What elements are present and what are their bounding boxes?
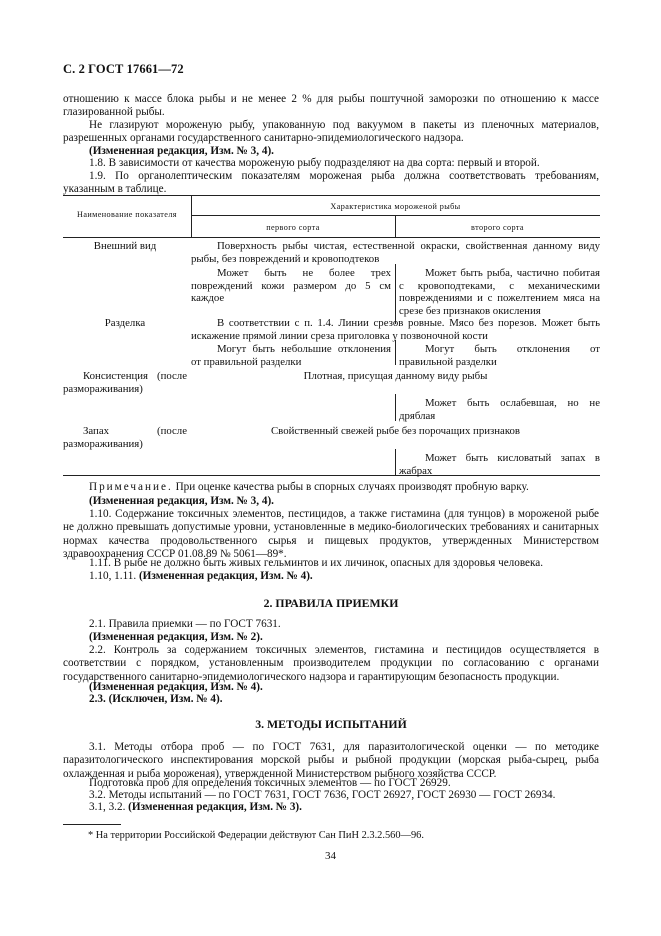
cutting-common: В соответствии с п. 1.4. Линии срезов ровные. Мясо без порезов. Может быть искажение прямой линии среза приголовка у позвоночной кости (191, 317, 600, 342)
footnote: * На территории Российской Федерации действуют Сан ПиН 2.3.2.560—96. (88, 830, 424, 841)
clause-2-2-amendment: (Измененная редакция, Изм. № 4). (89, 681, 263, 693)
page-number: 34 (325, 850, 336, 862)
header-characteristic: Характеристика мороженой рыбы (330, 202, 461, 211)
clause-3-1: 3.1. Методы отбора проб — по ГОСТ 7631, для паразитологической оценки — по методике паразитологического инспектирования морской рыбы и рыбной продукции (морская рыба-сырец, рыба охлажденная и рыба мороженая), утвержденной Министерством рыбного хозяйства СССР. (63, 741, 599, 780)
row-name-appearance: Внешний вид (93, 240, 157, 252)
cutting-first-grade: Могут быть небольшие отклонения от правильной разделки (191, 343, 391, 368)
amendment-prefix: 3.1, 3.2. (89, 801, 126, 813)
odor-grade-divider (395, 449, 396, 475)
clause-1-10: 1.10. Содержание токсичных элементов, пестицидов, а также гистамина (для тунцов) в мороженой рыбе не должно превышать допустимые уровни, установленные в медико-биологических требованиях и санитарных нормах качества продовольственного сырья и пищевых продуктов, утвержденных Министерством здравоохранения СССР 01.08.89 № 5061—89*. (63, 508, 599, 561)
clause-1-9: 1.9. По органолептическим показателям мороженая рыба должна соответствовать требованиям, указанным в таблице. (63, 170, 599, 196)
section-2-title: 2. ПРАВИЛА ПРИЕМКИ (263, 596, 399, 610)
table-header-bottom-rule (63, 237, 600, 238)
header-indicator: Наименование показателя (77, 210, 177, 219)
table-top-rule (63, 195, 600, 196)
section-3-title: 3. МЕТОДЫ ИСПЫТАНИЙ (255, 717, 407, 731)
clause-2-3: 2.3. (Исключен, Изм. № 4). (89, 693, 223, 705)
organoleptic-table (63, 195, 600, 476)
cutting-grade-divider (395, 340, 396, 365)
row-name-cutting: Разделка (104, 317, 146, 329)
amendment-bold: (Измененная редакция, Изм. № 3). (128, 801, 302, 813)
table-note (63, 481, 599, 494)
clause-2-2: 2.2. Контроль за содержанием токсичных элементов, гистамина и пестицидов осуществляется в соответствии с порядком, установленным производителем продукции по согласованию с органами государственного санитарно-эпидемиологического надзора и гарантирующим безопасность продукции. (63, 644, 599, 683)
clause-3-2: 3.2. Методы испытаний — по ГОСТ 7631, ГОСТ 7636, ГОСТ 26927, ГОСТ 26930 — ГОСТ 26934. (89, 789, 556, 801)
page-header: С. 2 ГОСТ 17661—72 (63, 62, 184, 76)
note-label: Примечание. (89, 481, 173, 493)
odor-second-grade: Может быть кисловатый запах в жабрах (399, 452, 600, 477)
intro-amendment-note: (Измененная редакция, Изм. № 3, 4). (89, 145, 274, 157)
appearance-first-grade: Может быть не более трех повреждений кожи размером до 5 см каждое (191, 267, 391, 305)
appearance-grade-divider (395, 264, 396, 324)
consistency-grade-divider (395, 394, 396, 421)
header-first-grade: первого сорта (266, 223, 320, 232)
appearance-common: Поверхность рыбы чистая, естественной окраски, свойственная данному виду рыбы, без повреждений и кровоподтеков (191, 240, 600, 265)
amendment-prefix: 1.10, 1.11. (89, 570, 137, 582)
intro-paragraph-2: Не глазируют мороженую рыбу, упакованную под вакуумом в пакеты из пленочных материалов, разрешенных органами государственного санитарно-эпидемиологического надзора. (63, 119, 599, 145)
footnote-rule (63, 824, 121, 825)
consistency-common: Плотная, присущая данному виду рыбы (303, 370, 488, 382)
clause-1-8: 1.8. В зависимости от качества мороженую рыбу подразделяют на два сорта: первый и второй. (89, 157, 540, 169)
clause-1-10-1-11-amendment (63, 570, 599, 583)
cutting-second-grade: Могут быть отклонения от правильной разделки (399, 343, 600, 368)
clause-2-1-amendment: (Измененная редакция, Изм. № 2). (89, 631, 263, 643)
appearance-second-grade: Может быть рыба, частично побитая с кровоподтеками, с механическими повреждениями и с пожелтением мяса на срезе без признаков окисления (399, 267, 600, 317)
header-second-grade: второго сорта (471, 223, 524, 232)
table-amendment-note: (Измененная редакция, Изм. № 3, 4). (89, 495, 274, 507)
clause-3-1-3-2-amendment (63, 801, 599, 814)
clause-1-11: 1.11. В рыбе не должно быть живых гельминтов и их личинок, опасных для здоровья человека. (89, 557, 544, 569)
odor-common: Свойственный свежей рыбе без порочащих признаков (270, 425, 521, 437)
note-text: При оценке качества рыбы в спорных случаях производят пробную варку. (175, 481, 529, 493)
clause-2-1: 2.1. Правила приемки — по ГОСТ 7631. (89, 618, 281, 630)
consistency-second-grade: Может быть ослабевшая, но не дряблая (399, 397, 600, 422)
intro-paragraph-1: отношению к массе блока рыбы и не менее 2 % для рыбы поштучной заморозки по отношению к массе глазированной рыбы. (63, 93, 599, 119)
row-name-consistency: Консистенция (после размораживания) (63, 370, 187, 395)
amendment-bold: (Измененная редакция, Изм. № 4). (138, 570, 313, 582)
row-name-odor: Запах (после размораживания) (63, 425, 187, 450)
sample-preparation: Подготовка проб для определения токсичных элементов — по ГОСТ 26929. (89, 777, 451, 789)
